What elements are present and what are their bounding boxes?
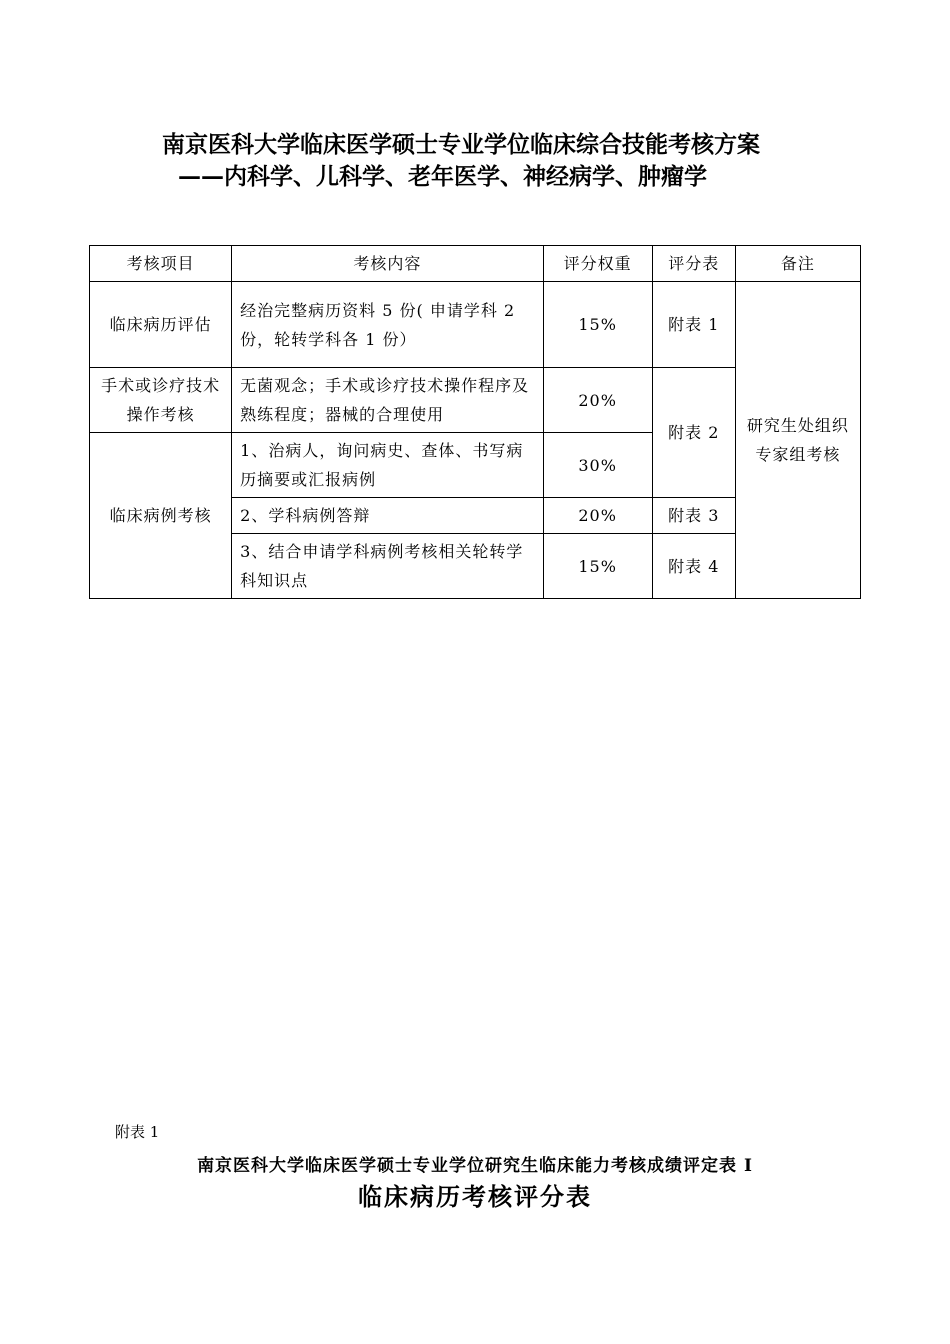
row-form: 附表 2 (652, 368, 735, 498)
document-title: 南京医科大学临床医学硕士专业学位临床综合技能考核方案 (162, 131, 760, 158)
group-clinical-case: 临床病例考核 (90, 433, 232, 599)
header-form: 评分表 (652, 246, 735, 282)
row-form: 附表 4 (652, 534, 735, 599)
form-title: 南京医科大学临床医学硕士专业学位研究生临床能力考核成绩评定表 I (197, 1156, 753, 1176)
document-subtitle: ——内科学、儿科学、老年医学、神经病学、肿瘤学 (178, 163, 707, 190)
group-procedure-skills: 手术或诊疗技术操作考核 (90, 368, 232, 433)
header-weight: 评分权重 (543, 246, 652, 282)
row-weight: 15% (543, 282, 652, 368)
row-content: 经治完整病历资料 5 份( 申请学科 2 份，轮转学科各 1 份） (232, 282, 543, 368)
table-header-row (90, 246, 861, 282)
header-item: 考核项目 (90, 246, 232, 282)
row-form: 附表 1 (652, 282, 735, 368)
assessment-plan-table (89, 245, 861, 599)
header-remark: 备注 (735, 246, 860, 282)
header-content: 考核内容 (232, 246, 543, 282)
row-content: 1、治病人，询问病史、查体、书写病历摘要或汇报病例 (232, 433, 543, 498)
form-subtitle: 临床病历考核评分表 (358, 1182, 592, 1211)
group-medical-record: 临床病历评估 (90, 282, 232, 368)
row-content: 2、学科病例答辩 (232, 498, 543, 534)
row-content: 3、结合申请学科病例考核相关轮转学科知识点 (232, 534, 543, 599)
row-weight: 30% (543, 433, 652, 498)
row-content: 无菌观念；手术或诊疗技术操作程序及熟练程度；器械的合理使用 (232, 368, 543, 433)
row-weight: 20% (543, 498, 652, 534)
appendix-label: 附表 1 (115, 1123, 160, 1141)
row-weight: 20% (543, 368, 652, 433)
table-row (90, 282, 861, 368)
row-weight: 15% (543, 534, 652, 599)
row-form: 附表 3 (652, 498, 735, 534)
remark-cell: 研究生处组织专家组考核 (735, 282, 860, 599)
